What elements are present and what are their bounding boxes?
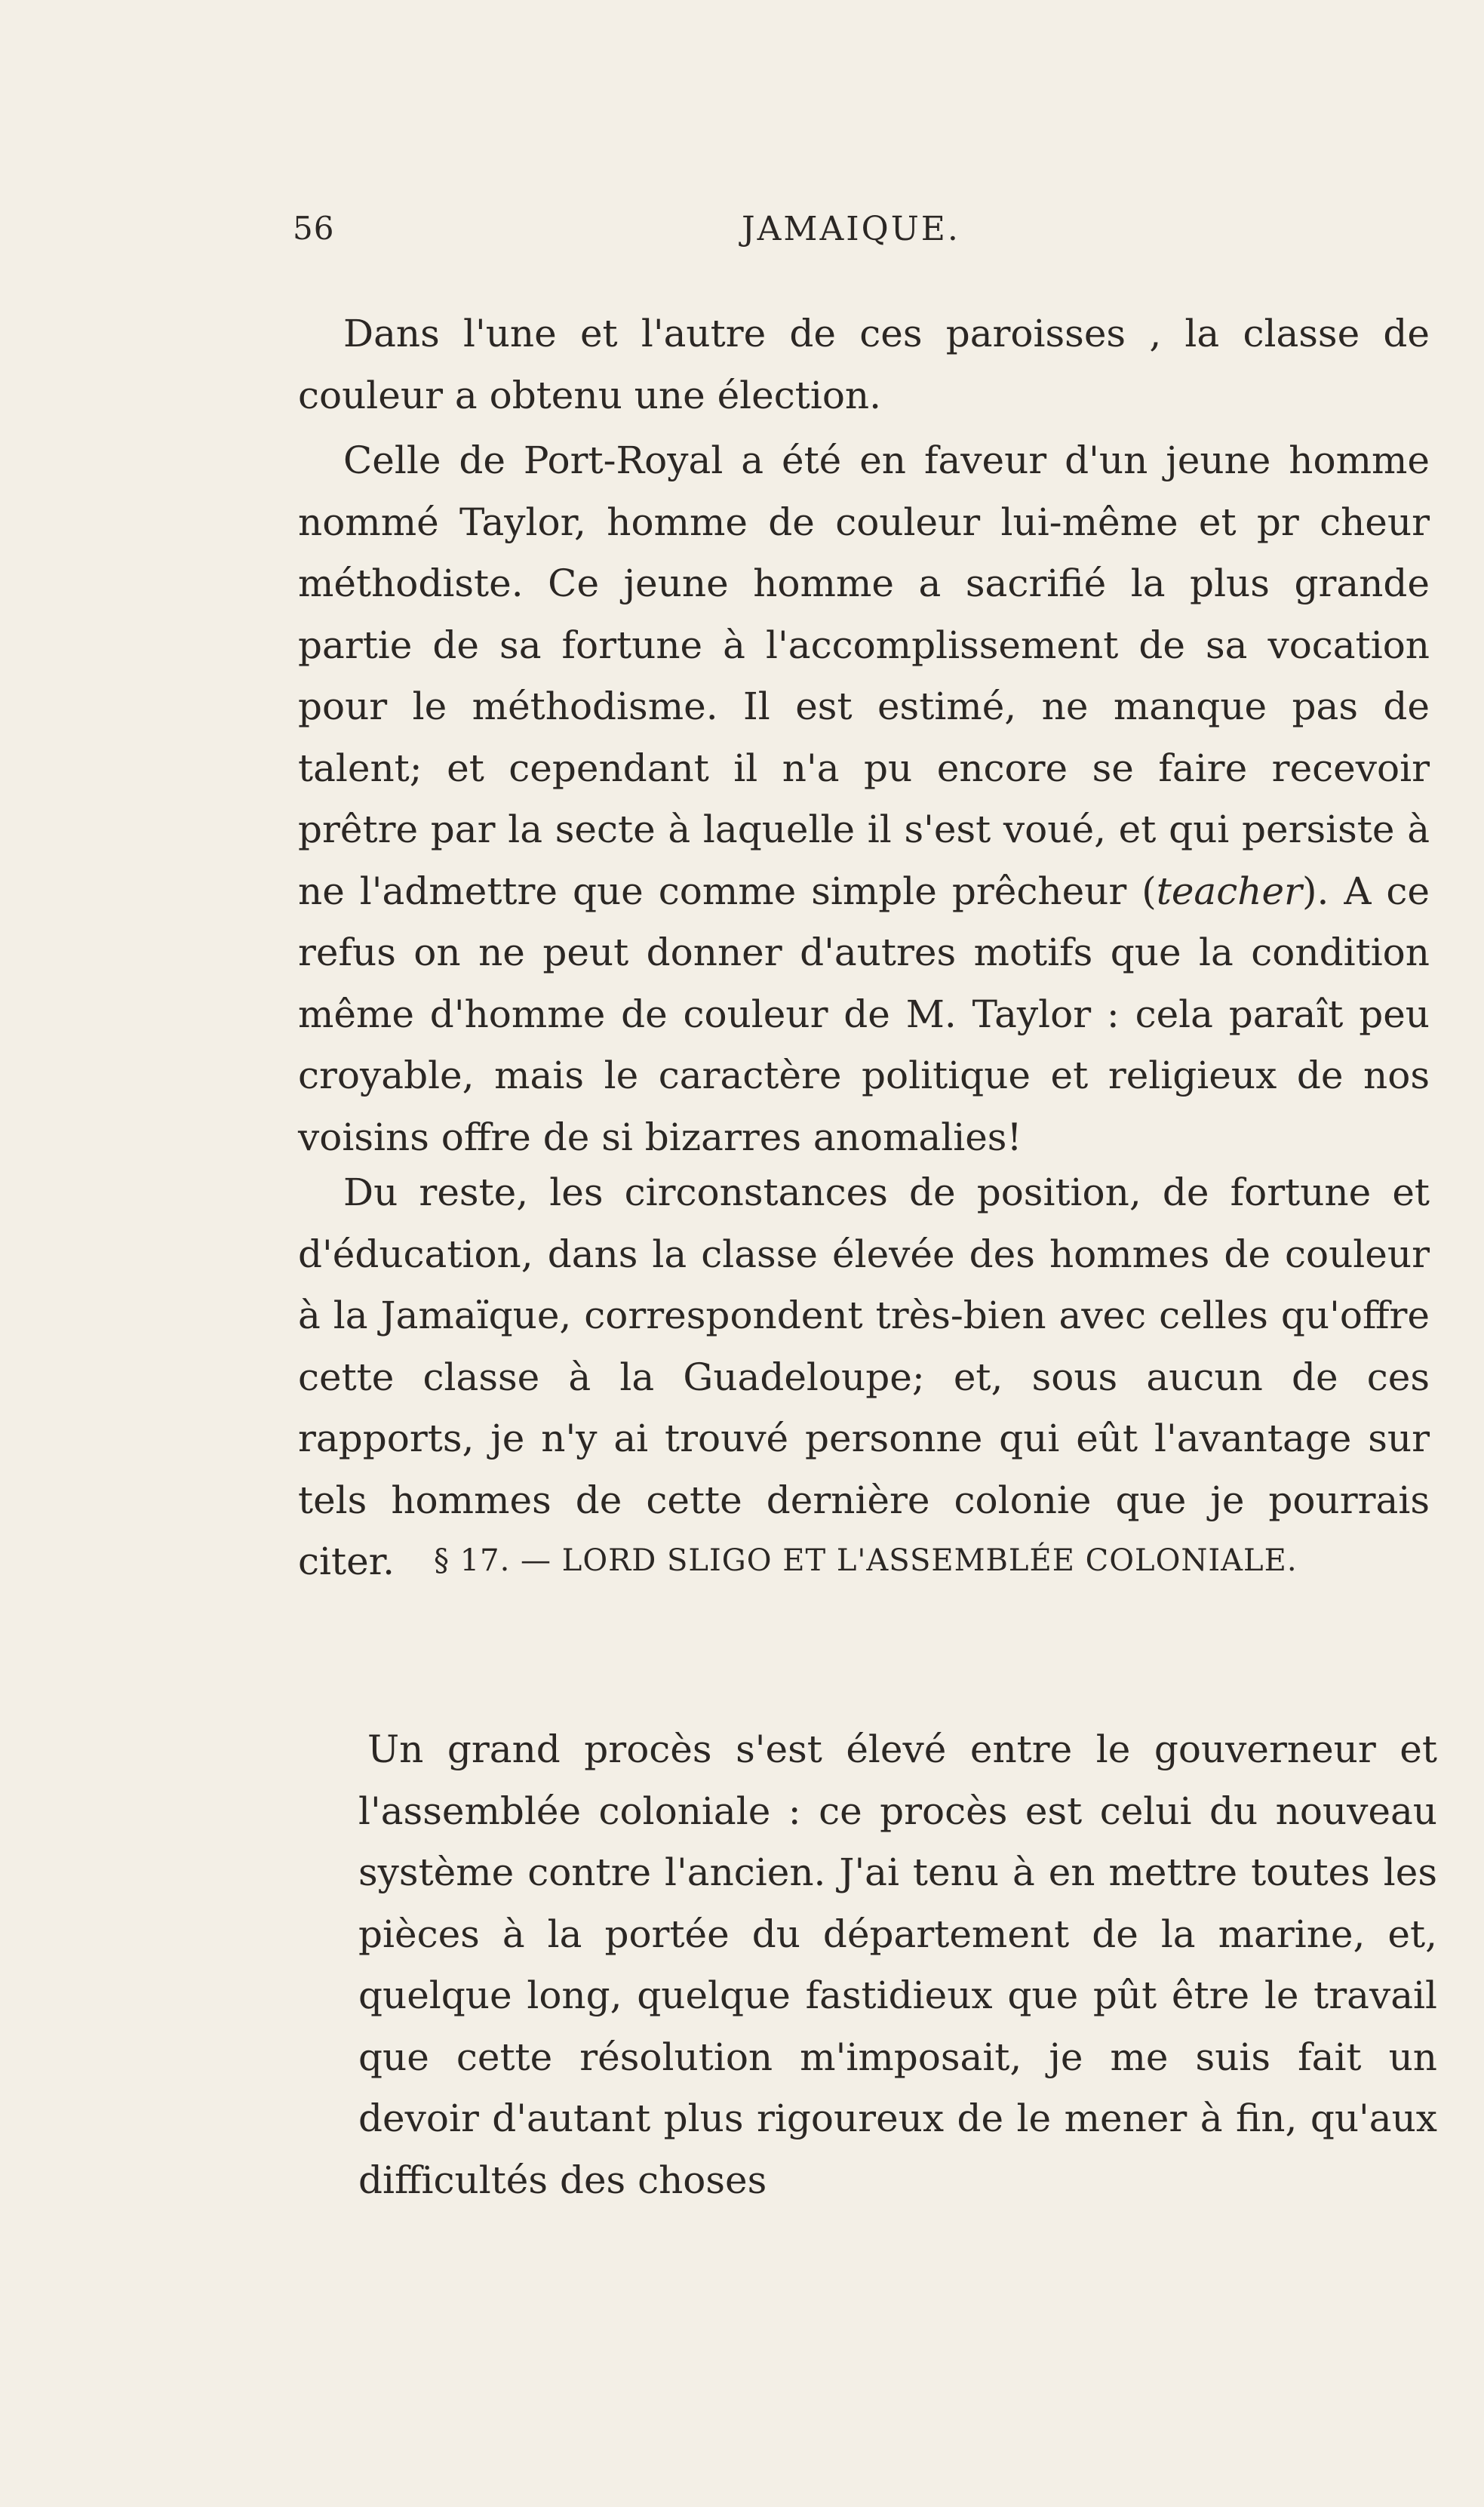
paragraph-taylor: [298, 430, 1430, 1168]
paragraph-text: Du reste, les circonstances de position, de fortune et d'éducation, dans la classe élevée des hommes de couleur à la Jamaïque, correspondent très-bien avec celles qu'offre cette classe à la Guadeloupe; et, sous aucun de ces rapports, je n'y ai trouvé personne qui eût l'avantage sur tels hommes de cette dernière colonie que je pourrais citer.: [298, 1170, 1430, 1583]
paragraph-text: Un grand procès s'est élevé entre le gouverneur et l'assemblée coloniale : ce procès est celui du nouveau système contre l'ancien. J'ai tenu à en mettre toutes les pièces à la portée du département de la marine, et, quelque long, quelque fastidieux que pût être le travail que cette résolution m'imposait, je me suis fait un devoir d'autant plus rigoureux de le mener à fin, qu'aux difficultés des choses: [358, 1727, 1437, 2202]
paragraph-text: ). A ce refus on ne peut donner d'autres motifs que la condition même d'homme de couleur de M. Taylor : cela paraît peu croyable, mais le caractère politique et religieux de nos voisins offre de si bizarres anomalies!: [298, 869, 1430, 1159]
paragraph-section-17: [358, 1719, 1437, 2211]
italic-term: teacher: [1156, 869, 1302, 913]
page-header: [293, 210, 1439, 255]
paragraph-text: Dans l'une et l'autre de ces paroisses , la classe de couleur a obtenu une élection.: [298, 312, 1430, 417]
running-head: JAMAIQUE.: [742, 210, 960, 248]
paragraph-text: Celle de Port-Royal a été en faveur d'un jeune homme nommé Taylor, homme de couleur lui-même et pr cheur méthodiste. Ce jeune homme a sacrifié la plus grande partie de sa fortune à l'accomplissement de sa vocation pour le méthodisme. Il est estimé, ne manque pas de talent; et cependant il n'a pu encore se faire recevoir prêtre par la secte à laquelle il s'est voué, et qui persiste à ne l'admettre que comme simple prêcheur (: [298, 438, 1430, 913]
paragraph-election: [298, 303, 1430, 426]
paragraph-du-reste: [298, 1162, 1430, 1593]
section-title: § 17. — LORD SLIGO ET L'ASSEMBLÉE COLONIALE.: [434, 1543, 1298, 1578]
page-number: 56: [293, 210, 335, 247]
